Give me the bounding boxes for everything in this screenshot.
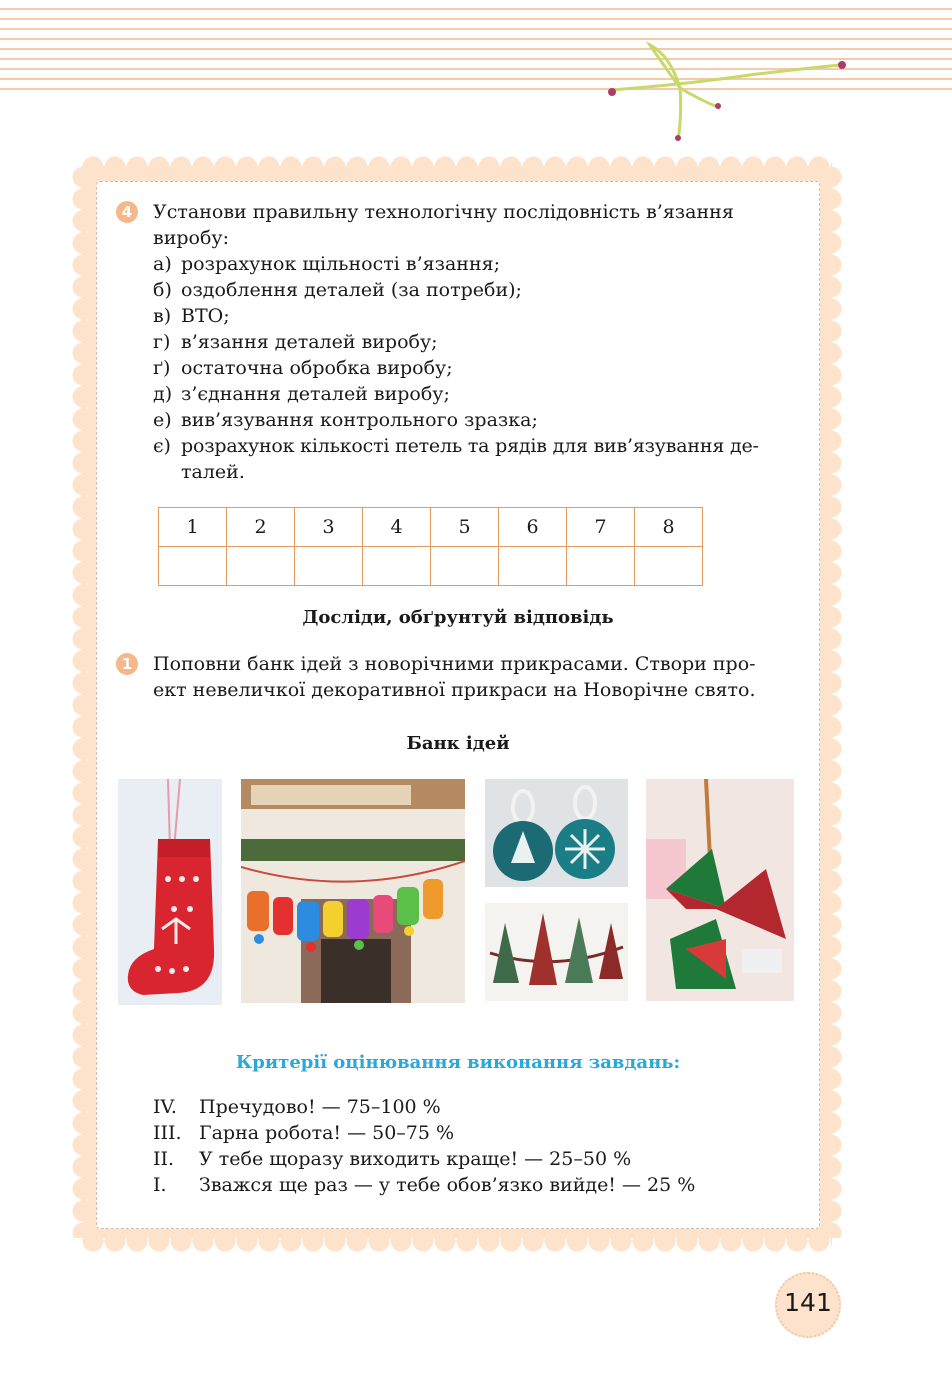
frame-scallop-left — [72, 166, 94, 1238]
answer-table-header: 5 — [431, 508, 499, 547]
list-item-continuation: талей. — [181, 461, 245, 483]
answer-cell[interactable] — [295, 547, 363, 586]
research-text-line2: ект невеличкої декоративної прикраси на Новорічне свято. — [153, 679, 756, 701]
answer-cell[interactable] — [431, 547, 499, 586]
research-number-badge: 1 — [116, 653, 138, 675]
criteria-title: Критерії оцінювання виконання завдань: — [235, 1052, 681, 1073]
list-item: ґ) остаточна обробка виробу; — [153, 357, 453, 379]
list-item: е) вив’язування контрольного зразка; — [153, 409, 538, 431]
knitted-tree-garland-photo — [485, 903, 628, 1001]
criteria-level: IV. Пречудово! — 75–100 % — [153, 1096, 441, 1118]
task-number-badge: 4 — [116, 201, 138, 223]
ribbon-bow-decoration — [590, 40, 860, 150]
answer-table-header-row — [159, 508, 703, 547]
answer-table-header: 6 — [499, 508, 567, 547]
answer-table-header: 1 — [159, 508, 227, 547]
answer-table-header: 7 — [567, 508, 635, 547]
task-question-line2: виробу: — [153, 227, 229, 249]
answer-table-header: 2 — [227, 508, 295, 547]
answer-cell[interactable] — [499, 547, 567, 586]
answer-cell[interactable] — [635, 547, 703, 586]
answer-cell[interactable] — [363, 547, 431, 586]
answer-table-input-row — [159, 547, 703, 586]
frame-scallop-top — [82, 156, 832, 178]
frame-scallop-bottom — [82, 1230, 832, 1252]
idea-bank-heading: Банк ідей — [406, 733, 510, 754]
knitted-pyramid-ornaments-photo — [646, 779, 794, 1001]
answer-table-header: 3 — [295, 508, 363, 547]
answer-table — [158, 507, 703, 586]
answer-cell[interactable] — [227, 547, 295, 586]
criteria-level: I. Зважся ще раз — у тебе обов’язко вийде! — 25 % — [153, 1174, 696, 1196]
page-number: 141 — [784, 1288, 832, 1317]
list-item: а) розрахунок щільності в’язання; — [153, 253, 501, 275]
knitted-ball-ornaments-photo — [485, 779, 628, 887]
answer-table-header: 8 — [635, 508, 703, 547]
mitten-garland-fireplace-photo — [241, 779, 465, 1003]
answer-cell[interactable] — [159, 547, 227, 586]
frame-scallop-right — [820, 166, 842, 1238]
knitted-stocking-photo — [118, 779, 222, 1005]
list-item: д) з’єднання деталей виробу; — [153, 383, 450, 405]
list-item: є) розрахунок кількості петель та рядів для вив’язування де- — [153, 435, 759, 457]
list-item: б) оздоблення деталей (за потреби); — [153, 279, 522, 301]
criteria-level: III. Гарна робота! — 50–75 % — [153, 1122, 455, 1144]
task-question-line1: Установи правильну технологічну послідовність в’язання — [153, 201, 734, 223]
answer-table-header: 4 — [363, 508, 431, 547]
list-item: в) ВТО; — [153, 305, 230, 327]
list-item: г) в’язання деталей виробу; — [153, 331, 438, 353]
criteria-level: II. У тебе щоразу виходить краще! — 25–50 % — [153, 1148, 632, 1170]
answer-cell[interactable] — [567, 547, 635, 586]
research-heading: Досліди, обґрунтуй відповідь — [302, 607, 614, 628]
research-text-line1: Поповни банк ідей з новорічними прикрасами. Створи про- — [153, 653, 756, 675]
